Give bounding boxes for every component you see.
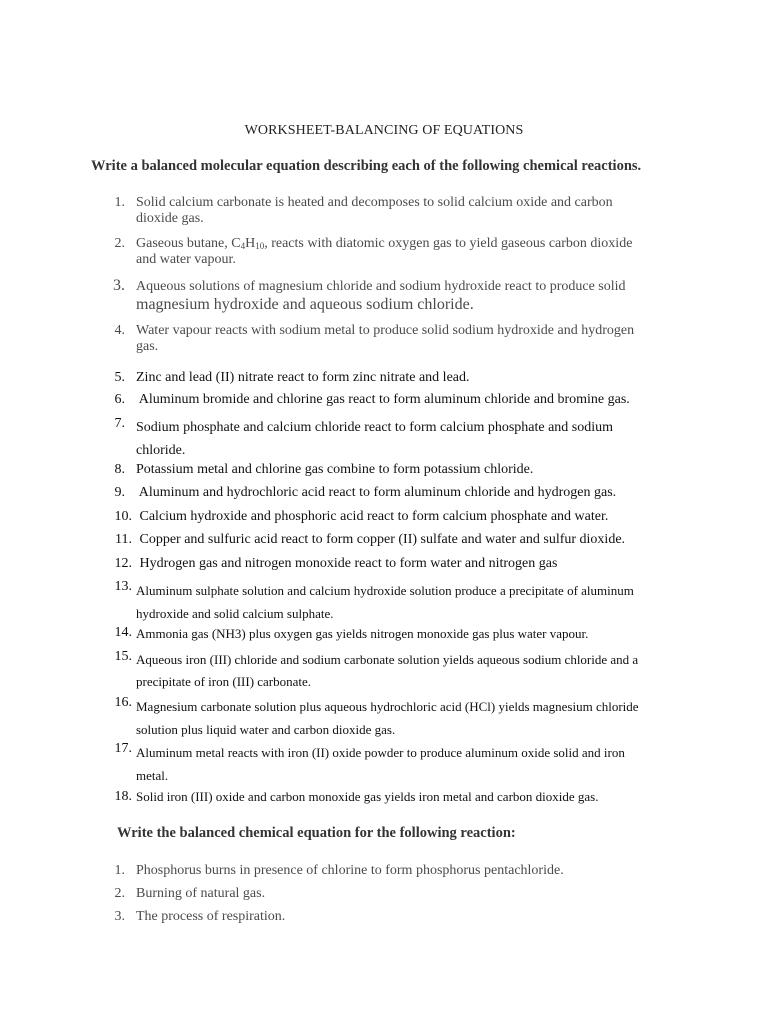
item-number: 13. bbox=[114, 579, 132, 594]
item-number: 12. bbox=[114, 556, 132, 571]
item-text: Aluminum and hydrochloric acid react to form aluminum chloride and hydrogen gas. bbox=[136, 485, 617, 500]
item-text: Magnesium carbonate solution plus aqueous hydrochloric acid (HCl) yields magnesium chloride solution plus liquid water and carbon dioxide gas. bbox=[136, 699, 639, 737]
item-text: Aqueous solutions of magnesium chloride and sodium hydroxide react to produce solid magnesium hydroxide and aqueous sodium chloride. bbox=[136, 279, 626, 313]
item-number: 8. bbox=[114, 462, 125, 477]
item-text: Gaseous butane, $C_4H_{10}$, reacts with diatomic oxygen gas to yield gaseous carbon dioxide and water vapour. bbox=[136, 236, 633, 267]
item-number: 9. bbox=[114, 485, 125, 500]
item-text: Aluminum sulphate solution and calcium hydroxide solution produce a precipitate of aluminum hydroxide and solid calcium sulphate. bbox=[136, 583, 634, 621]
item-text: Zinc and lead (II) nitrate react to form zinc nitrate and lead. bbox=[136, 370, 470, 385]
item-text: Phosphorus burns in presence of chlorine to form phosphorus pentachloride. bbox=[136, 863, 564, 878]
item-text: Solid iron (III) oxide and carbon monoxide gas yields iron metal and carbon dioxide gas. bbox=[136, 789, 599, 804]
page-title: WORKSHEET-BALANCING OF EQUATIONS bbox=[244, 123, 524, 138]
item-number: 14. bbox=[114, 625, 132, 640]
item-number: 1. bbox=[114, 195, 125, 210]
item-text: The process of respiration. bbox=[136, 909, 286, 924]
item-text: Aluminum bromide and chlorine gas react to form aluminum chloride and bromine gas. bbox=[136, 392, 630, 407]
item-number: 3. bbox=[113, 277, 125, 294]
item-number: 16. bbox=[114, 695, 132, 710]
item-number: 10. bbox=[114, 509, 132, 524]
item-number: 3. bbox=[114, 909, 125, 924]
item-text: Hydrogen gas and nitrogen monoxide react to form water and nitrogen gas bbox=[136, 556, 558, 571]
item-text: Copper and sulfuric acid react to form copper (II) sulfate and water and sulfur dioxide. bbox=[136, 532, 626, 547]
item-number: 2. bbox=[114, 236, 125, 251]
item-text: Aqueous iron (III) chloride and sodium carbonate solution yields aqueous sodium chloride and a precipitate of iron (III) carbonate. bbox=[136, 652, 639, 689]
item-number: 4. bbox=[114, 323, 125, 338]
instruction-heading: Write a balanced molecular equation describing each of the following chemical reactions. bbox=[91, 158, 642, 174]
item-number: 2. bbox=[114, 886, 125, 901]
item-text: Aluminum metal reacts with iron (II) oxide powder to produce aluminum oxide solid and iron metal. bbox=[136, 745, 625, 783]
item-text: Burning of natural gas. bbox=[136, 886, 266, 901]
item-number: 15. bbox=[114, 649, 132, 664]
item-number: 18. bbox=[114, 789, 132, 804]
item-text: Potassium metal and chlorine gas combine to form potassium chloride. bbox=[136, 462, 534, 477]
item-number: 11. bbox=[115, 532, 132, 547]
item-text: Calcium hydroxide and phosphoric acid react to form calcium phosphate and water. bbox=[136, 509, 609, 524]
item-number: 17. bbox=[114, 741, 132, 756]
item-text: Water vapour reacts with sodium metal to produce solid sodium hydroxide and hydrogen gas. bbox=[136, 323, 635, 354]
item-number: 6. bbox=[114, 392, 125, 407]
item-number: 7. bbox=[114, 416, 125, 431]
item-text: Sodium phosphate and calcium chloride react to form calcium phosphate and sodium chloride. bbox=[136, 420, 614, 458]
section-heading: Write the balanced chemical equation for the following reaction: bbox=[117, 825, 516, 841]
item-number: 5. bbox=[114, 370, 125, 385]
item-text: Ammonia gas (NH3) plus oxygen gas yields nitrogen monoxide gas plus water vapour. bbox=[136, 626, 589, 641]
item-text: Solid calcium carbonate is heated and decomposes to solid calcium oxide and carbon dioxide gas. bbox=[136, 195, 613, 226]
item-number: 1. bbox=[114, 863, 125, 878]
